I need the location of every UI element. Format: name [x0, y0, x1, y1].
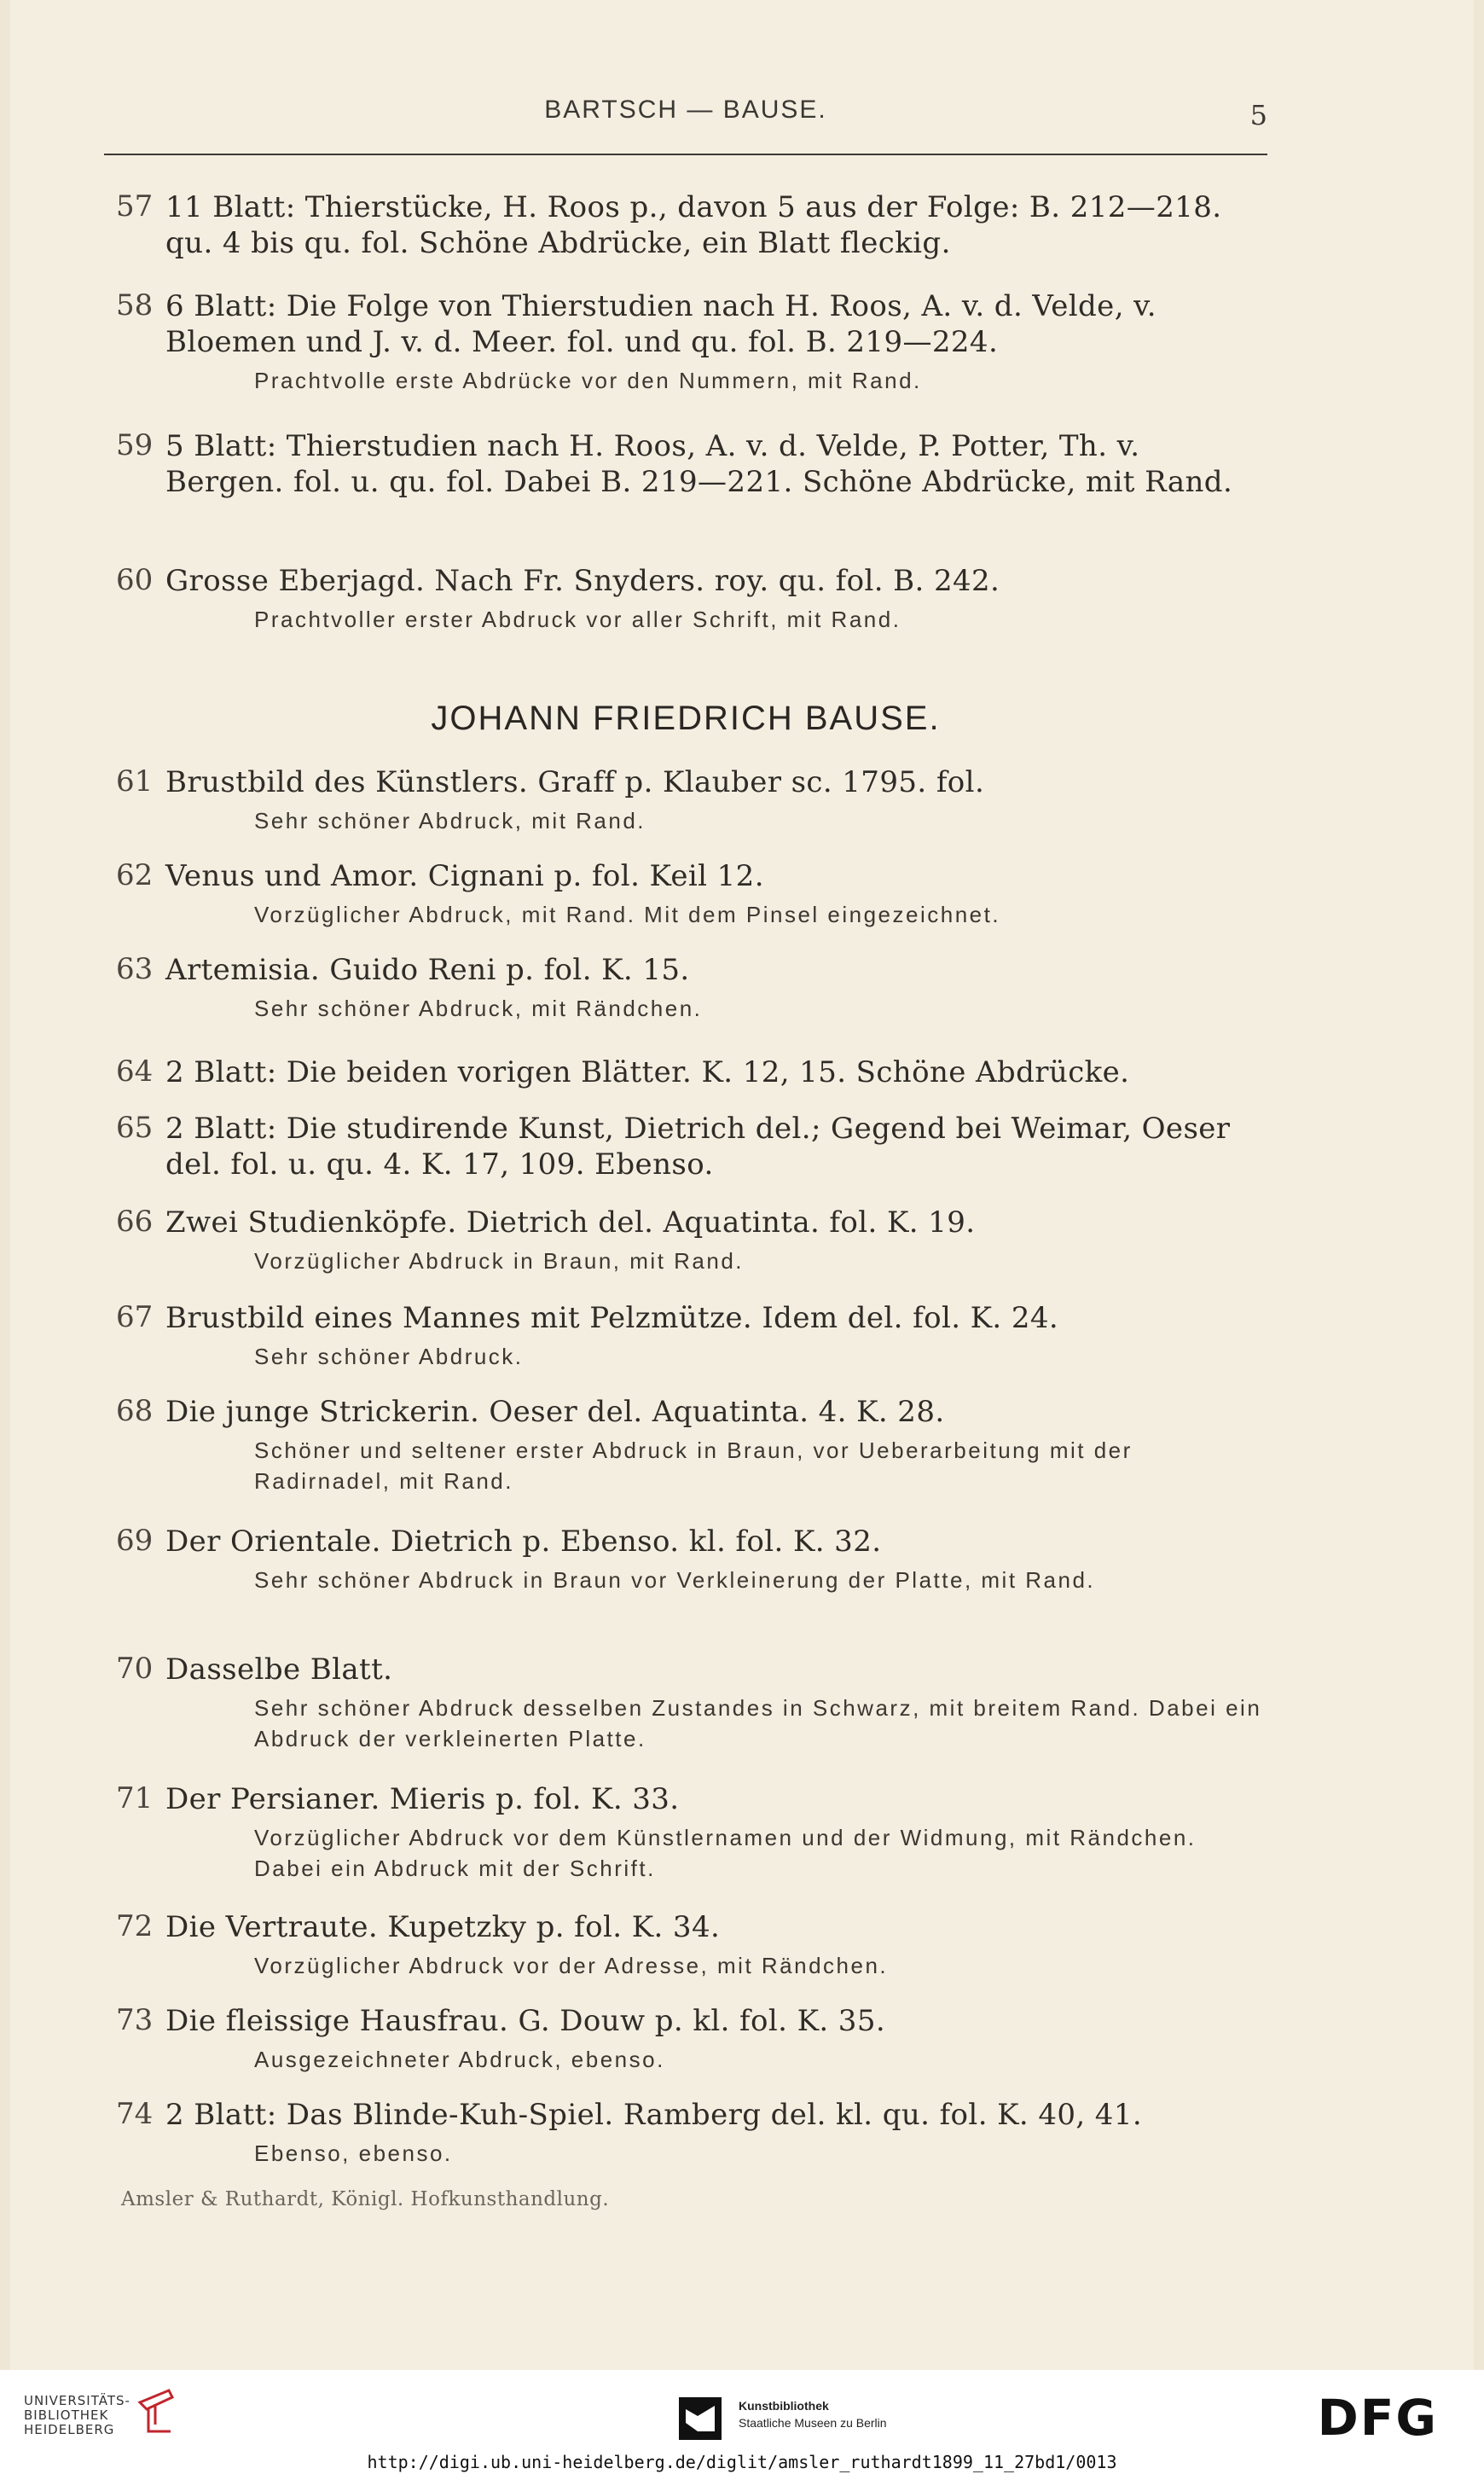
entry-text: Artemisia. Guido Reni p. fol. K. 15.	[165, 953, 690, 987]
running-header	[104, 85, 1267, 155]
entry-text: 6 Blatt: Die Folge von Thierstudien nach H. Roos, A. v. d. Velde, v. Bloemen und J. v. d. Meer. fol. und qu. fol. B. 219—224.	[165, 289, 1156, 359]
university-line: HEIDELBERG	[24, 2422, 115, 2437]
entry-number: 58	[116, 288, 154, 322]
entry-text: 2 Blatt: Die beiden vorigen Blätter. K. 12, 15. Schöne Abdrücke.	[165, 1055, 1130, 1089]
entry-text: Brustbild eines Mannes mit Pelzmütze. Idem del. fol. K. 24.	[165, 1301, 1059, 1335]
entry-number: 72	[116, 1909, 154, 1943]
entry-number: 71	[116, 1781, 154, 1815]
entry-number: 73	[116, 2003, 154, 2037]
catalogue-entry	[104, 1205, 1267, 1276]
catalogue-entry	[104, 1781, 1267, 1884]
entry-note: Prachtvoller erster Abdruck vor aller Schrift, mit Rand.	[254, 607, 901, 632]
kb-title: Kunstbibliothek	[739, 2399, 829, 2413]
entry-note: Sehr schöner Abdruck, mit Rändchen.	[254, 996, 703, 1021]
header-title: BARTSCH — BAUSE.	[544, 96, 827, 124]
catalogue-entry	[104, 2003, 1267, 2075]
entry-note: Prachtvolle erste Abdrücke vor den Nummern, mit Rand.	[254, 368, 922, 393]
entry-number: 68	[116, 1394, 154, 1428]
entry-note: Schöner und seltener erster Abdruck in Braun, vor Ueberarbeitung mit der Radirnadel, mit Rand.	[254, 1437, 1133, 1494]
catalogue-entry	[104, 1111, 1267, 1182]
entry-number: 57	[116, 189, 154, 224]
catalogue-entry	[104, 288, 1267, 396]
entry-text: Die junge Strickerin. Oeser del. Aquatinta. 4. K. 28.	[165, 1395, 945, 1429]
page-paper	[10, 0, 1474, 2370]
catalogue-entry	[104, 952, 1267, 1024]
entry-text: Die fleissige Hausfrau. G. Douw p. kl. fol. K. 35.	[165, 2004, 886, 2038]
entry-number: 61	[116, 764, 154, 799]
viewer-footer-bar	[0, 2370, 1484, 2480]
entry-text: 5 Blatt: Thierstudien nach H. Roos, A. v. d. Velde, P. Potter, Th. v. Bergen. fol. u. qu. fol. Dabei B. 219—221. Schöne Abdrücke, mit Rand.	[165, 429, 1233, 499]
entry-note: Vorzüglicher Abdruck in Braun, mit Rand.	[254, 1248, 745, 1274]
entry-note: Vorzüglicher Abdruck, mit Rand. Mit dem Pinsel eingezeichnet.	[254, 902, 1001, 927]
catalogue-entry	[104, 1054, 1267, 1090]
entry-number: 59	[116, 428, 154, 462]
section-heading: JOHANN FRIEDRICH BAUSE.	[431, 700, 941, 737]
catalogue-entry	[104, 1909, 1267, 1981]
university-library-text	[24, 2394, 130, 2437]
entry-number: 70	[116, 1652, 154, 1686]
university-line: BIBLIOTHEK	[24, 2407, 109, 2423]
entry-text: Dasselbe Blatt.	[165, 1652, 393, 1687]
catalogue-entry	[104, 764, 1267, 836]
entry-number: 66	[116, 1205, 154, 1239]
entry-text: 2 Blatt: Die studirende Kunst, Dietrich del.; Gegend bei Weimar, Oeser del. fol. u. qu. 4. K. 17, 109. Ebenso.	[165, 1112, 1231, 1182]
entry-number: 60	[116, 563, 154, 597]
kunstbibliothek-logo-icon	[679, 2397, 722, 2440]
entry-number: 69	[116, 1524, 154, 1558]
entry-text: Die Vertraute. Kupetzky p. fol. K. 34.	[165, 1910, 721, 1944]
entry-note: Sehr schöner Abdruck in Braun vor Verkleinerung der Platte, mit Rand.	[254, 1567, 1096, 1593]
entry-text: 11 Blatt: Thierstücke, H. Roos p., davon 5 aus der Folge: B. 212—218. qu. 4 bis qu. fol. Schöne Abdrücke, ein Blatt fleckig.	[165, 190, 1222, 260]
entry-text: Venus und Amor. Cignani p. fol. Keil 12.	[165, 859, 764, 893]
entry-note: Sehr schöner Abdruck, mit Rand.	[254, 808, 646, 833]
entry-text: Zwei Studienköpfe. Dietrich del. Aquatinta. fol. K. 19.	[165, 1205, 976, 1240]
kb-subtitle: Staatliche Museen zu Berlin	[739, 2416, 887, 2430]
catalogue-entry	[104, 858, 1267, 930]
entry-text: Brustbild des Künstlers. Graff p. Klauber sc. 1795. fol.	[165, 765, 985, 799]
entry-number: 64	[116, 1054, 154, 1089]
page-number: 5	[1249, 99, 1267, 131]
entry-number: 62	[116, 858, 154, 892]
university-logo-icon	[135, 2385, 179, 2436]
entry-text: Der Persianer. Mieris p. fol. K. 33.	[165, 1782, 680, 1816]
catalogue-entry	[104, 428, 1267, 500]
entry-note: Ebenso, ebenso.	[254, 2140, 453, 2166]
entry-note: Vorzüglicher Abdruck vor dem Künstlernamen und der Widmung, mit Rändchen. Dabei ein Abdruck mit der Schrift.	[254, 1825, 1197, 1881]
catalogue-entry	[104, 1524, 1267, 1595]
publisher-line: Amsler & Ruthardt, Königl. Hofkunsthandlung.	[121, 2188, 610, 2210]
catalogue-entry	[104, 1300, 1267, 1372]
entry-number: 65	[116, 1111, 154, 1145]
entry-note: Sehr schöner Abdruck desselben Zustandes in Schwarz, mit breitem Rand. Dabei ein Abdruck der verkleinerten Platte.	[254, 1695, 1262, 1751]
entry-number: 74	[116, 2097, 154, 2131]
entry-text: 2 Blatt: Das Blinde-Kuh-Spiel. Ramberg del. kl. qu. fol. K. 40, 41.	[165, 2098, 1143, 2132]
entry-note: Ausgezeichneter Abdruck, ebenso.	[254, 2047, 665, 2072]
catalogue-entry	[104, 563, 1267, 635]
dfg-logo: DFG	[1317, 2389, 1438, 2447]
catalogue-entry	[104, 189, 1267, 261]
catalogue-entry	[104, 1652, 1267, 1754]
entry-number: 67	[116, 1300, 154, 1334]
entry-text: Der Orientale. Dietrich p. Ebenso. kl. fol. K. 32.	[165, 1525, 882, 1559]
permalink-url[interactable]: http://digi.ub.uni-heidelberg.de/diglit/amsler_ruthardt1899_11_27bd1/0013	[367, 2452, 1117, 2472]
university-line: UNIVERSITÄTS-	[24, 2393, 130, 2408]
catalogue-entry	[104, 1394, 1267, 1496]
kunstbibliothek-text	[739, 2397, 887, 2431]
entry-note: Sehr schöner Abdruck.	[254, 1344, 524, 1369]
catalogue-entry	[104, 2097, 1267, 2169]
entry-text: Grosse Eberjagd. Nach Fr. Snyders. roy. qu. fol. B. 242.	[165, 564, 1000, 598]
entry-number: 63	[116, 952, 154, 986]
entry-note: Vorzüglicher Abdruck vor der Adresse, mit Rändchen.	[254, 1953, 889, 1978]
